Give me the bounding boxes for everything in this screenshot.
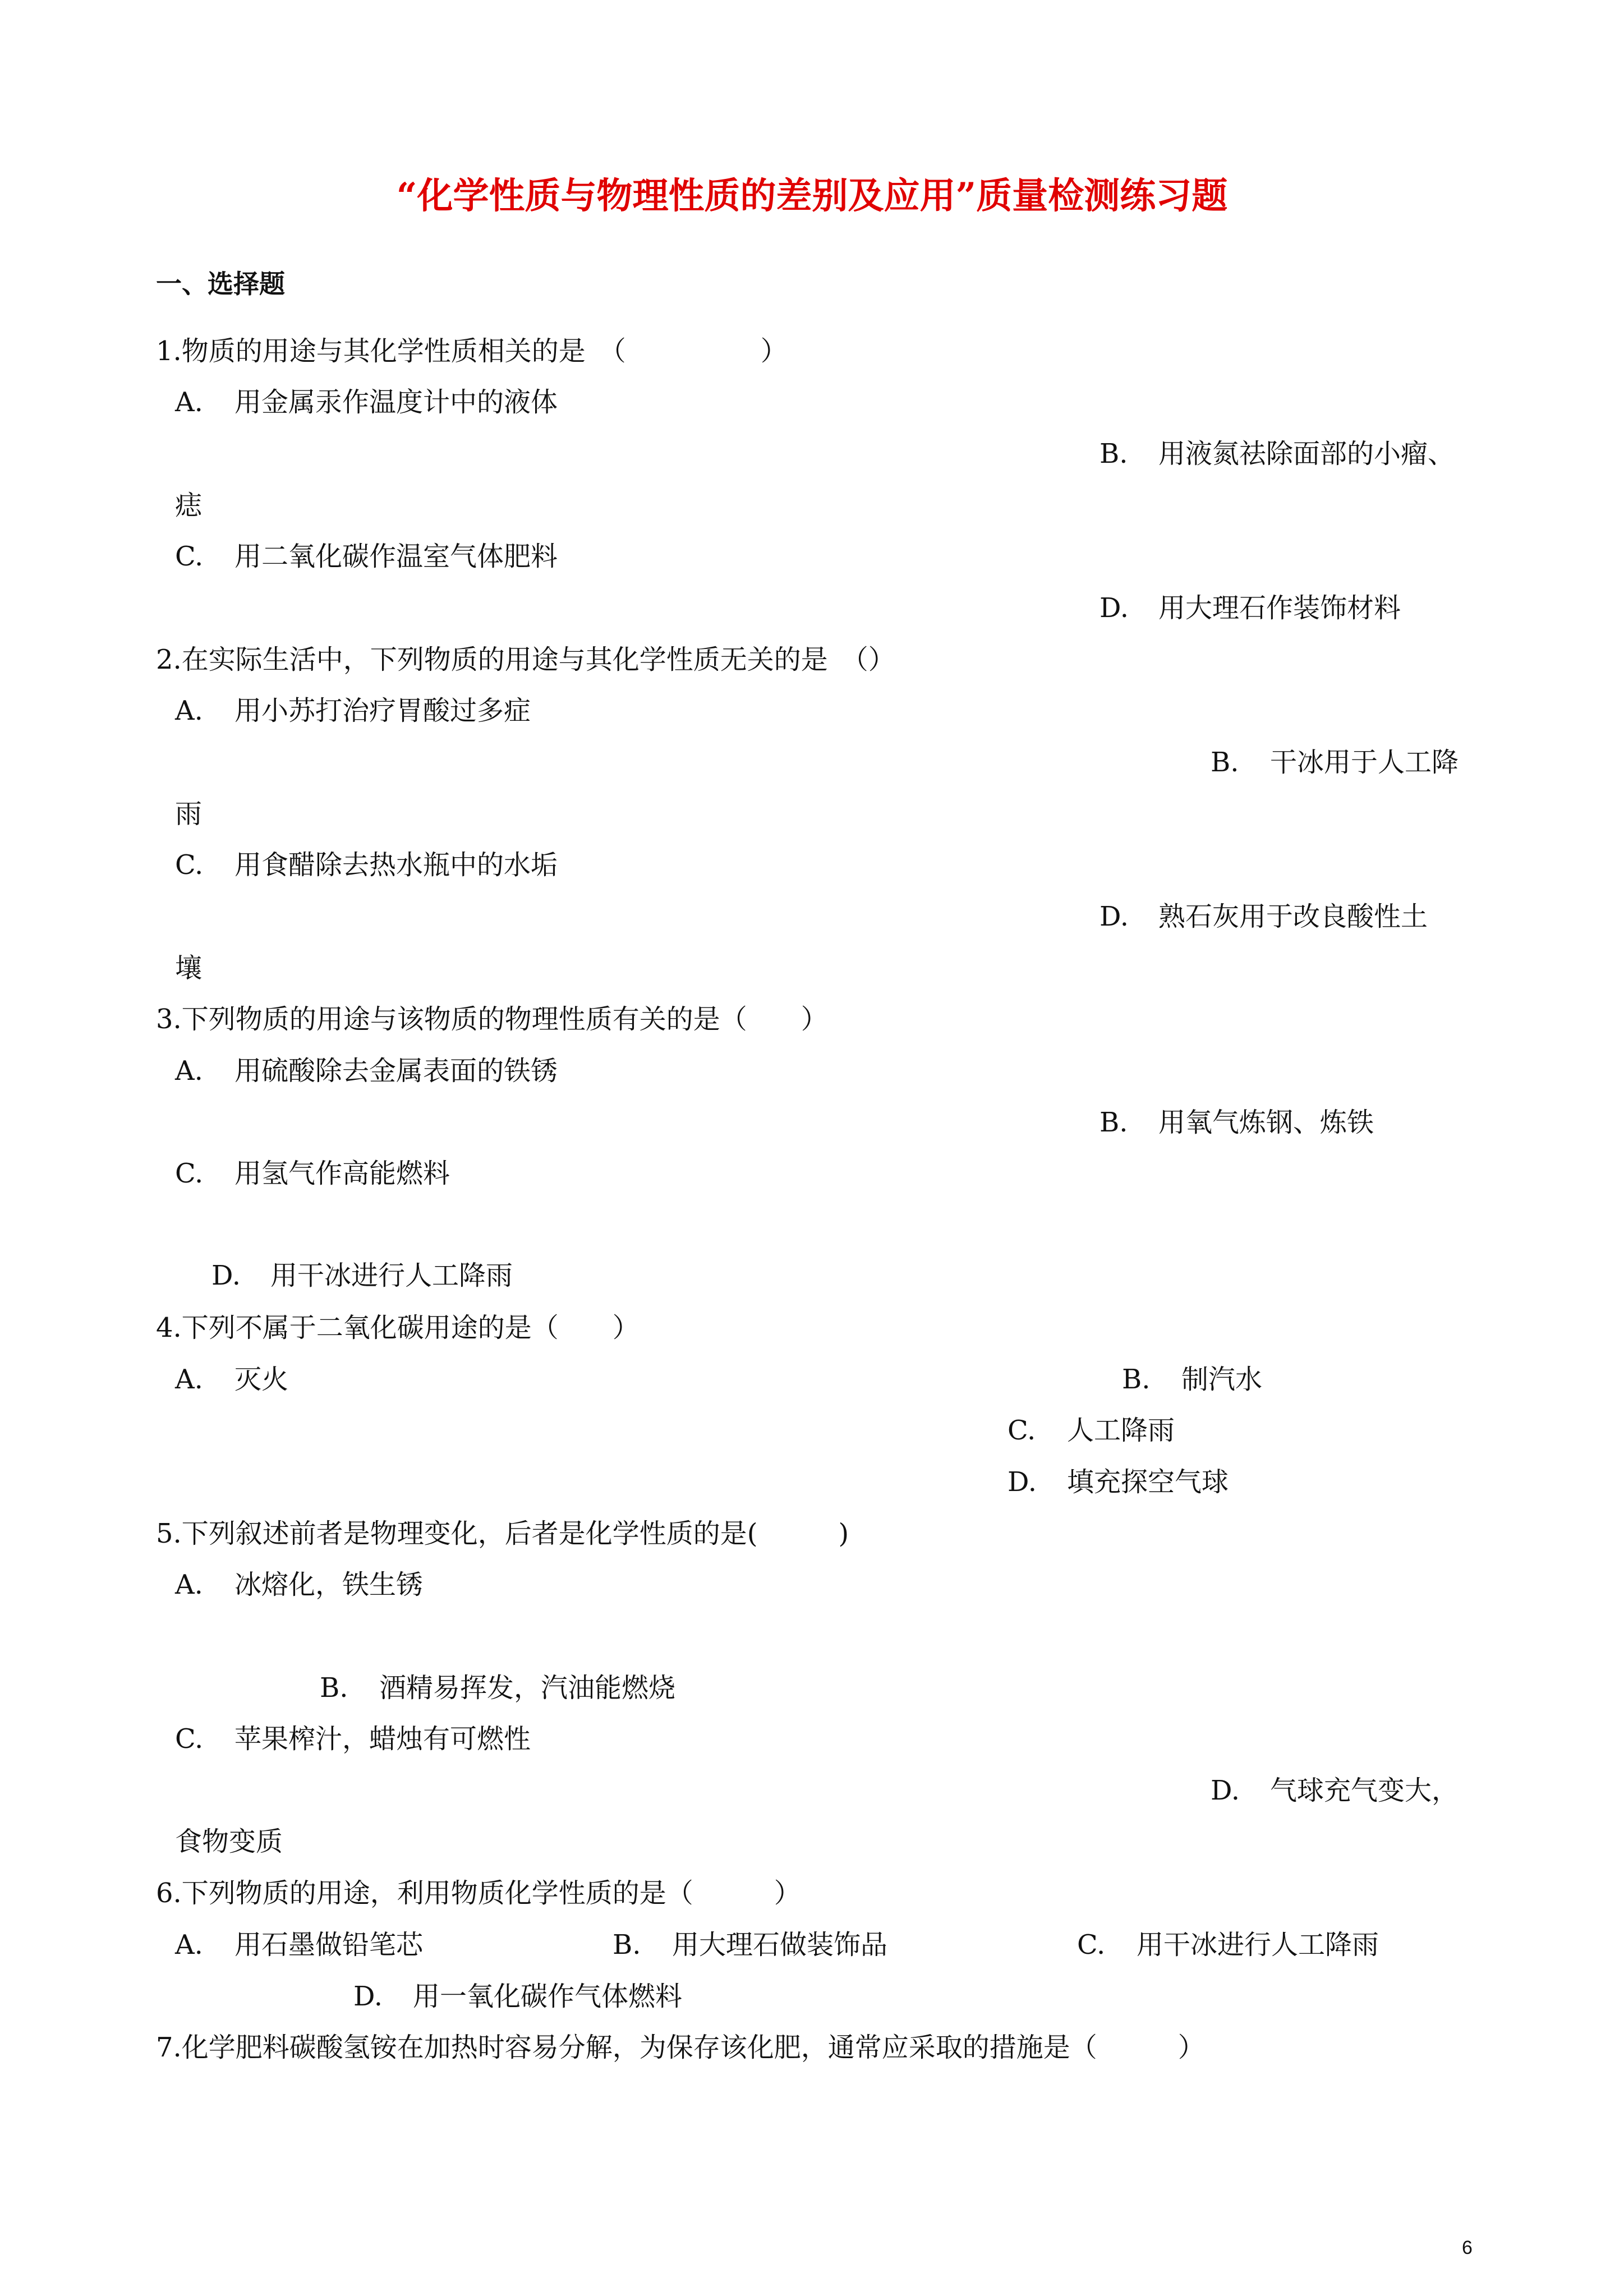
q5-option-a-text: 冰熔化，铁生锈 (234, 1569, 424, 1600)
q1-option-a-letter: A. (175, 386, 203, 418)
q3-option-d-letter: D. (211, 1260, 241, 1291)
q2-option-d-wrap: 壤 (175, 953, 203, 984)
question-4-stem: 4.下列不属于二氧化碳用途的是（ ） (156, 1312, 640, 1343)
q2-option-d-text: 熟石灰用于改良酸性土 (1158, 901, 1428, 932)
q2-option-c-letter: C. (175, 849, 204, 881)
question-2-stem: 2.在实际生活中，下列物质的用途与其化学性质无关的是 （） (156, 644, 895, 675)
question-6-stem: 6.下列物质的用途，利用物质化学性质的是（ ） (156, 1878, 801, 1909)
q6-option-a-letter: A. (175, 1929, 203, 1961)
q1-option-b-wrap: 痣 (175, 490, 203, 521)
question-3-stem: 3.下列物质的用途与该物质的物理性质有关的是（ ） (156, 1004, 828, 1035)
q4-option-a-letter: A. (175, 1364, 203, 1395)
q6-option-a-text: 用石墨做铅笔芯 (234, 1929, 424, 1961)
q4-option-b-letter: B. (1122, 1364, 1151, 1395)
q4-option-d-letter: D. (1007, 1466, 1037, 1498)
q3-option-c-text: 用氢气作高能燃料 (234, 1158, 450, 1189)
q1-option-d-text: 用大理石作装饰材料 (1158, 592, 1401, 624)
question-5-stem: 5.下列叙述前者是物理变化，后者是化学性质的是( ) (156, 1518, 849, 1549)
q2-option-b-letter: B. (1211, 747, 1239, 778)
q4-option-c-text: 人工降雨 (1067, 1415, 1175, 1446)
q3-option-c-letter: C. (175, 1158, 204, 1189)
q5-option-c-text: 苹果榨汁，蜡烛有可燃性 (234, 1723, 531, 1755)
q1-option-b-letter: B. (1099, 438, 1128, 470)
q2-option-c-text: 用食醋除去热水瓶中的水垢 (234, 849, 558, 881)
q6-option-b-letter: B. (613, 1929, 641, 1961)
q4-option-a-text: 灭火 (234, 1364, 289, 1395)
question-1-stem: 1.物质的用途与其化学性质相关的是 （ ） (156, 335, 788, 367)
q5-option-b-letter: B. (320, 1672, 348, 1704)
q5-option-d-letter: D. (1211, 1775, 1240, 1806)
q1-option-d-letter: D. (1099, 592, 1129, 624)
q4-option-d-text: 填充探空气球 (1067, 1466, 1229, 1498)
q3-option-a-letter: A. (175, 1055, 203, 1087)
q5-option-d-wrap: 食物变质 (175, 1826, 283, 1857)
q6-option-d-text: 用一氧化碳作气体燃料 (413, 1981, 683, 2012)
q3-option-b-text: 用氧气炼钢、炼铁 (1158, 1107, 1374, 1138)
q6-option-c-text: 用干冰进行人工降雨 (1137, 1929, 1379, 1961)
q6-option-d-letter: D. (353, 1981, 383, 2012)
q2-option-b-wrap: 雨 (175, 798, 203, 830)
section-heading: 一、选择题 (156, 269, 285, 299)
q1-option-c-text: 用二氧化碳作温室气体肥料 (234, 541, 558, 572)
q3-option-a-text: 用硫酸除去金属表面的铁锈 (234, 1055, 558, 1087)
q4-option-c-letter: C. (1007, 1415, 1036, 1446)
q2-option-a-text: 用小苏打治疗胃酸过多症 (234, 695, 531, 726)
q1-option-a-text: 用金属汞作温度计中的液体 (234, 386, 558, 418)
q2-option-a-letter: A. (175, 695, 203, 726)
page-number: 6 (1462, 2237, 1473, 2258)
q5-option-d-text: 气球充气变大， (1270, 1775, 1459, 1806)
q1-option-b-text: 用液氮祛除面部的小瘤、 (1158, 438, 1455, 470)
question-7-stem: 7.化学肥料碳酸氢铵在加热时容易分解，为保存该化肥，通常应采取的措施是（ ） (156, 2032, 1205, 2063)
q5-option-a-letter: A. (175, 1569, 203, 1600)
q3-option-b-letter: B. (1099, 1107, 1128, 1138)
document-title: “化学性质与物理性质的差别及应用”质量检测练习题 (396, 175, 1228, 217)
q4-option-b-text: 制汽水 (1181, 1364, 1263, 1395)
q3-option-d-text: 用干冰进行人工降雨 (270, 1260, 513, 1291)
q2-option-d-letter: D. (1099, 901, 1129, 932)
q1-option-c-letter: C. (175, 541, 204, 572)
q6-option-c-letter: C. (1077, 1929, 1106, 1961)
q2-option-b-text: 干冰用于人工降 (1270, 747, 1459, 778)
q6-option-b-text: 用大理石做装饰品 (672, 1929, 888, 1961)
q5-option-c-letter: C. (175, 1723, 204, 1755)
q5-option-b-text: 酒精易挥发，汽油能燃烧 (379, 1672, 676, 1704)
